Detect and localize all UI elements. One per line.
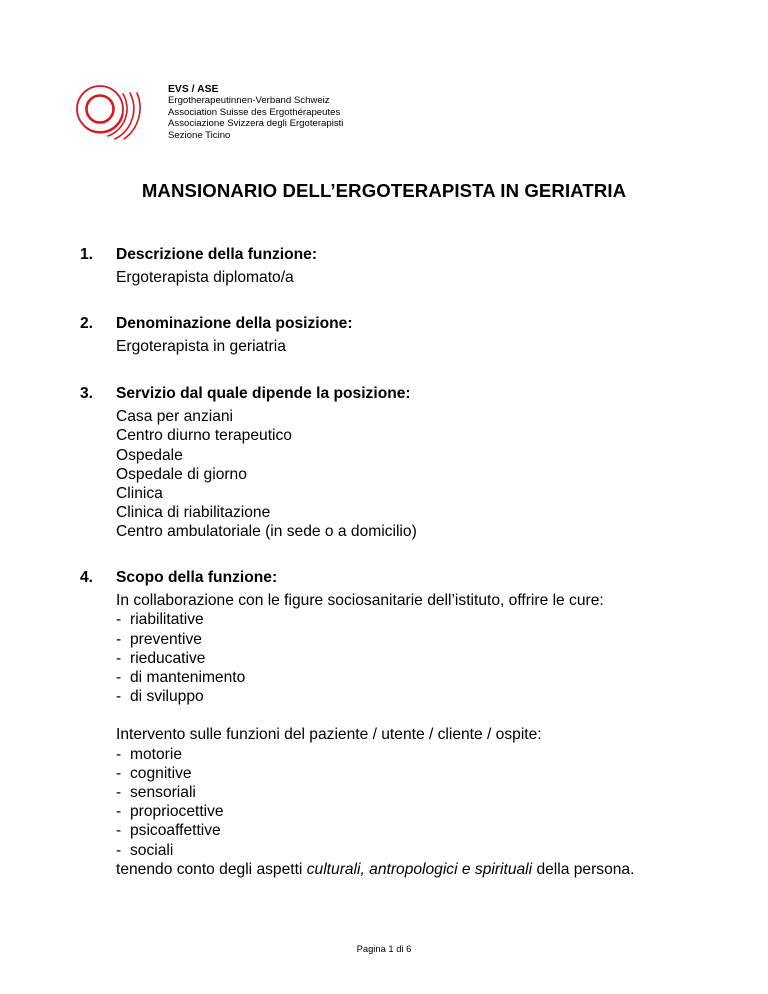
list-dash: - bbox=[116, 611, 122, 629]
closing-paragraph: tenendo conto degli aspetti culturali, antropologici e spirituali della persona. bbox=[116, 860, 635, 878]
body-line: Clinica bbox=[116, 485, 163, 503]
section-heading bbox=[80, 245, 690, 264]
list-dash: - bbox=[116, 669, 122, 687]
body-line: Casa per anziani bbox=[116, 408, 234, 426]
section-1 bbox=[80, 245, 690, 287]
intro-line: Intervento sulle funzioni del paziente / utente / cliente / ospite: bbox=[116, 726, 542, 744]
list-dash: - bbox=[116, 764, 122, 782]
section-4 bbox=[80, 568, 690, 879]
list-dash: - bbox=[116, 784, 122, 802]
association-abbreviation: EVS / ASE bbox=[168, 84, 219, 95]
section-title: Servizio dal quale dipende la posizione: bbox=[116, 385, 411, 402]
page-number: Pagina 1 di 6 bbox=[356, 943, 412, 954]
section-body bbox=[116, 407, 690, 541]
body-line: Centro ambulatoriale (in sede o a domicilio) bbox=[116, 523, 417, 541]
section-title: Descrizione della funzione: bbox=[116, 246, 318, 263]
list-item: - sociali bbox=[116, 841, 174, 859]
evs-logo bbox=[74, 84, 166, 140]
list-item: - propriocettive bbox=[116, 803, 224, 821]
list-item: - di sviluppo bbox=[116, 688, 204, 706]
body-line: Centro diurno terapeutico bbox=[116, 427, 292, 445]
list-dash: - bbox=[116, 841, 122, 859]
list-dash: - bbox=[116, 649, 122, 667]
association-section: Sezione Ticino bbox=[168, 129, 231, 141]
association-name-it: Associazione Svizzera degli Ergoterapisti bbox=[168, 118, 344, 130]
body-line: Ospedale di giorno bbox=[116, 465, 247, 483]
section-heading bbox=[80, 568, 690, 587]
section-body bbox=[116, 337, 690, 356]
section-number: 2. bbox=[80, 315, 94, 332]
list-dash: - bbox=[116, 822, 122, 840]
body-line: Ergoterapista diplomato/a bbox=[116, 269, 294, 287]
emphasis: culturali, antropologici e spirituali bbox=[306, 860, 533, 878]
list-item: - preventive bbox=[116, 630, 202, 648]
section-body bbox=[116, 268, 690, 287]
list-dash: - bbox=[116, 745, 122, 763]
section-2 bbox=[80, 314, 690, 356]
intro-line: In collaborazione con le figure sociosanitarie dell’istituto, offrire le cure: bbox=[116, 592, 604, 610]
list-item: - di mantenimento bbox=[116, 669, 246, 687]
association-name-de: Ergotherapeutinnen-Verband Schweiz bbox=[168, 95, 330, 107]
section-title: Denominazione della posizione: bbox=[116, 315, 353, 332]
list-item: - rieducative bbox=[116, 649, 206, 667]
section-3 bbox=[80, 384, 690, 542]
document-title: MANSIONARIO DELL’ERGOTERAPISTA IN GERIATRIA bbox=[141, 180, 627, 201]
body-line: Ergoterapista in geriatria bbox=[116, 338, 286, 356]
list-dash: - bbox=[116, 803, 122, 821]
section-heading bbox=[80, 314, 690, 333]
association-name-fr: Association Suisse des Ergothérapeutes bbox=[168, 106, 341, 118]
list-item: - sensoriali bbox=[116, 784, 196, 802]
section-body bbox=[116, 591, 690, 879]
section-heading bbox=[80, 384, 690, 403]
section-number: 3. bbox=[80, 385, 94, 402]
list-item: - cognitive bbox=[116, 764, 192, 782]
list-item: - motorie bbox=[116, 745, 182, 763]
list-dash: - bbox=[116, 688, 122, 706]
list-dash: - bbox=[116, 630, 122, 648]
section-number: 4. bbox=[80, 569, 94, 586]
body-line: Ospedale bbox=[116, 446, 183, 464]
association-header bbox=[168, 84, 343, 141]
list-item: - psicoaffettive bbox=[116, 822, 221, 840]
section-title: Scopo della funzione: bbox=[116, 569, 278, 586]
body-line: Clinica di riabilitazione bbox=[116, 504, 271, 522]
list-item: - riabilitative bbox=[116, 611, 204, 629]
section-number: 1. bbox=[80, 246, 94, 263]
